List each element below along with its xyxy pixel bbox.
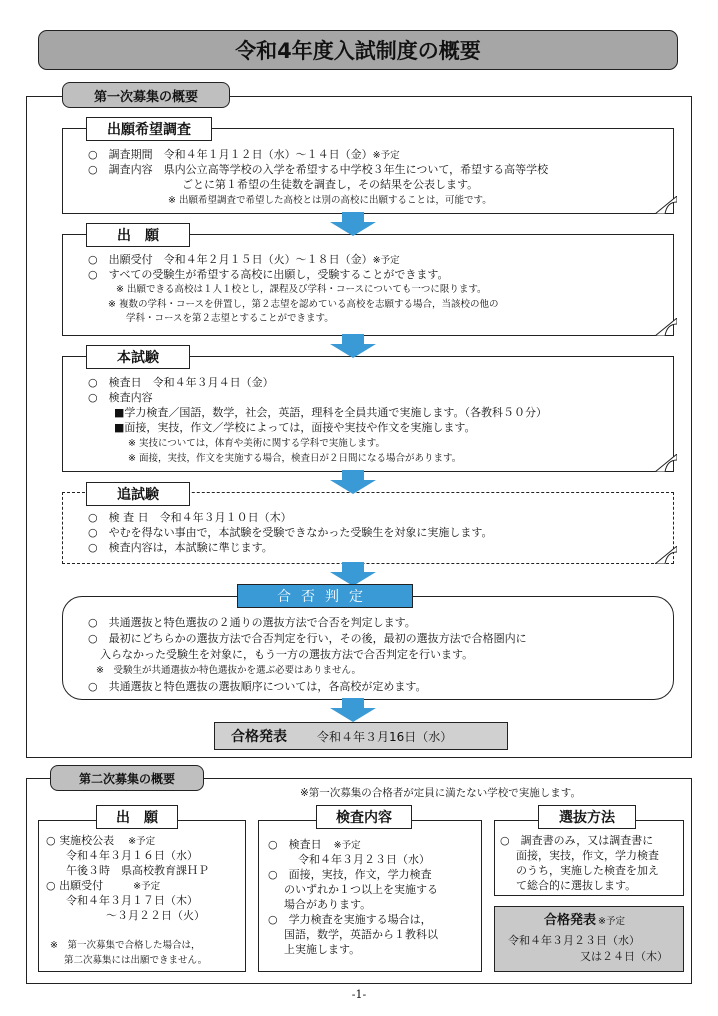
judgement-line-3: ○ 共通選抜と特色選抜の選抜順序については，各高校が定めます。 <box>88 680 427 693</box>
second-result-date-1: 令和４年３月２３日（水） <box>508 934 640 947</box>
makeup-exam-content: ○ 検査内容は，本試験に準じます。 <box>88 541 273 554</box>
makeup-exam-date: ○ 検 査 日 令和４年３月１０日（木） <box>88 511 292 524</box>
judgement-note: ※ 受験生が共通選抜か特色選抜かを選ぶ必要はありません。 <box>96 665 362 676</box>
selection-line-3: のうち，実施した検査を加え <box>516 864 659 877</box>
application-note-2-cont: 学科・コースを第２志望とすることができます。 <box>126 313 334 324</box>
judgement-line-2: ○ 最初にどちらかの選抜方法で合否判定を行い，その後，最初の選抜方法で合格圏内に <box>88 632 527 645</box>
down-arrow-icon <box>330 470 376 494</box>
second-exam-academic: ○ 学力検査を実施する場合は， <box>268 913 432 926</box>
second-exam-date-heading: ○ 検査日 ※予定 <box>268 838 361 851</box>
survey-content: ○ 調査内容 県内公立高等学校の入学を希望する中学校３年生について，希望する高等学校 <box>88 163 549 176</box>
page-curl-icon <box>655 454 677 472</box>
second-result-title: 合格発表 ※予定 <box>544 913 625 928</box>
survey-note: ※ 出願希望調査で希望した高校とは別の高校に出願することは，可能です。 <box>168 195 492 206</box>
page-curl-icon <box>655 318 677 336</box>
second-exam-methods: ○ 面接，実技，作文，学力検査 <box>268 868 432 881</box>
main-exam-academic: ■学力検査／国語，数学，社会，英語，理科を全員共通で実施します。（各教科５０分） <box>114 406 548 419</box>
second-recruitment-note: ※第一次募集の合格者が定員に満たない学校で実施します。 <box>300 787 581 799</box>
survey-period: ○ 調査期間 令和４年１月１２日（水）～１４日（金）※予定 <box>88 148 400 161</box>
school-announcement: ○ 実施校公表 ※予定 <box>46 834 156 847</box>
main-exam-content-heading: ○ 検査内容 <box>88 391 153 404</box>
down-arrow-icon <box>330 562 376 586</box>
second-exam-methods-cont-1: のいずれか１つ以上を実施する <box>284 883 438 896</box>
page-curl-icon <box>655 546 677 564</box>
application-desc: ○ すべての受験生が希望する高校に出願し，受験することができます。 <box>88 268 449 281</box>
first-recruitment-tab: 第一次募集の概要 <box>62 82 230 108</box>
second-exam-academic-cont-2: 上実施します。 <box>284 943 361 956</box>
down-arrow-icon <box>330 212 376 236</box>
application-note-1: ※ 出願できる高校は１人１校とし，課程及び学科・コースについても一つに限ります。 <box>116 284 487 295</box>
second-selection-label: 選抜方法 <box>538 805 636 829</box>
second-recruitment-tab: 第二次募集の概要 <box>50 765 204 791</box>
main-exam-note-2: ※ 面接，実技，作文を実施する場合，検査日が２日間になる場合があります。 <box>128 453 462 464</box>
main-exam-label: 本試験 <box>86 345 190 369</box>
application-survey-label: 出願希望調査 <box>86 117 212 141</box>
second-exam-methods-cont-2: 場合があります。 <box>284 898 372 911</box>
makeup-exam-target: ○ やむを得ない事由で，本試験を受験できなかった受験生を対象に実施します。 <box>88 526 493 539</box>
main-exam-date: ○ 検査日 令和４年３月４日（金） <box>88 376 274 389</box>
reception-start: 令和４年３月１７日（木） <box>66 894 198 907</box>
down-arrow-icon <box>330 698 376 722</box>
judgement-line-1: ○ 共通選抜と特色選抜の２通りの選抜方法で合否を判定します。 <box>88 616 416 629</box>
judgement-line-2-cont: 入らなかった受験生を対象に，もう一方の選抜方法で合否判定を行います。 <box>100 648 474 661</box>
page-number: -1- <box>351 988 367 1001</box>
main-exam-note-1: ※ 実技については，体育や美術に関する学科で実施します。 <box>128 438 386 449</box>
page-curl-icon <box>655 196 677 214</box>
second-exam-date: 令和４年３月２３日（水） <box>298 853 430 866</box>
selection-line-4: て総合的に選抜します。 <box>516 879 637 892</box>
announcement-date: 令和４年３月１６日（水） <box>66 849 198 862</box>
makeup-exam-label: 追試験 <box>86 482 190 506</box>
application-reception: ○ 出願受付 ※予定 <box>46 879 161 892</box>
page-title: 令和4年度入試制度の概要 <box>38 30 678 70</box>
reception-end: ～３月２２日（火） <box>106 909 205 922</box>
main-exam-interview: ■面接，実技，作文／学校によっては，面接や実技や作文を実施します。 <box>114 421 476 434</box>
application-note-2: ※ 複数の学科・コースを併置し，第２志望を認めている高校を志願する場合，当該校の他の <box>108 299 499 310</box>
selection-line-2: 面接，実技，作文，学力検査 <box>516 849 659 862</box>
judgement-label: 合否判定 <box>237 584 413 608</box>
first-result-label: 合格発表 <box>231 729 287 745</box>
first-result-box <box>214 722 508 750</box>
second-application-note: ※ 第一次募集で合格した場合は， <box>50 940 201 951</box>
selection-line-1: ○ 調査書のみ，又は調査書に <box>500 834 654 847</box>
second-exam-academic-cont-1: 国語，数学，英語から１教科以 <box>284 928 438 941</box>
second-application-note-cont: 第二次募集には出願できません。 <box>64 955 208 966</box>
application-period: ○ 出願受付 令和４年２月１５日（火）～１８日（金）※予定 <box>88 253 400 266</box>
first-result-date: 令和４年３月16日（水） <box>317 729 453 744</box>
survey-content-cont: ごとに第１希望の生徒数を調査し，その結果を公表します。 <box>182 178 479 191</box>
down-arrow-icon <box>330 334 376 358</box>
second-application-label: 出 願 <box>96 805 178 829</box>
second-exam-label: 検査内容 <box>316 805 412 829</box>
announcement-time: 午後３時 県高校教育課ＨＰ <box>66 864 209 877</box>
second-result-date-2: 又は２４日（木） <box>580 950 668 963</box>
application-label: 出 願 <box>86 223 190 247</box>
